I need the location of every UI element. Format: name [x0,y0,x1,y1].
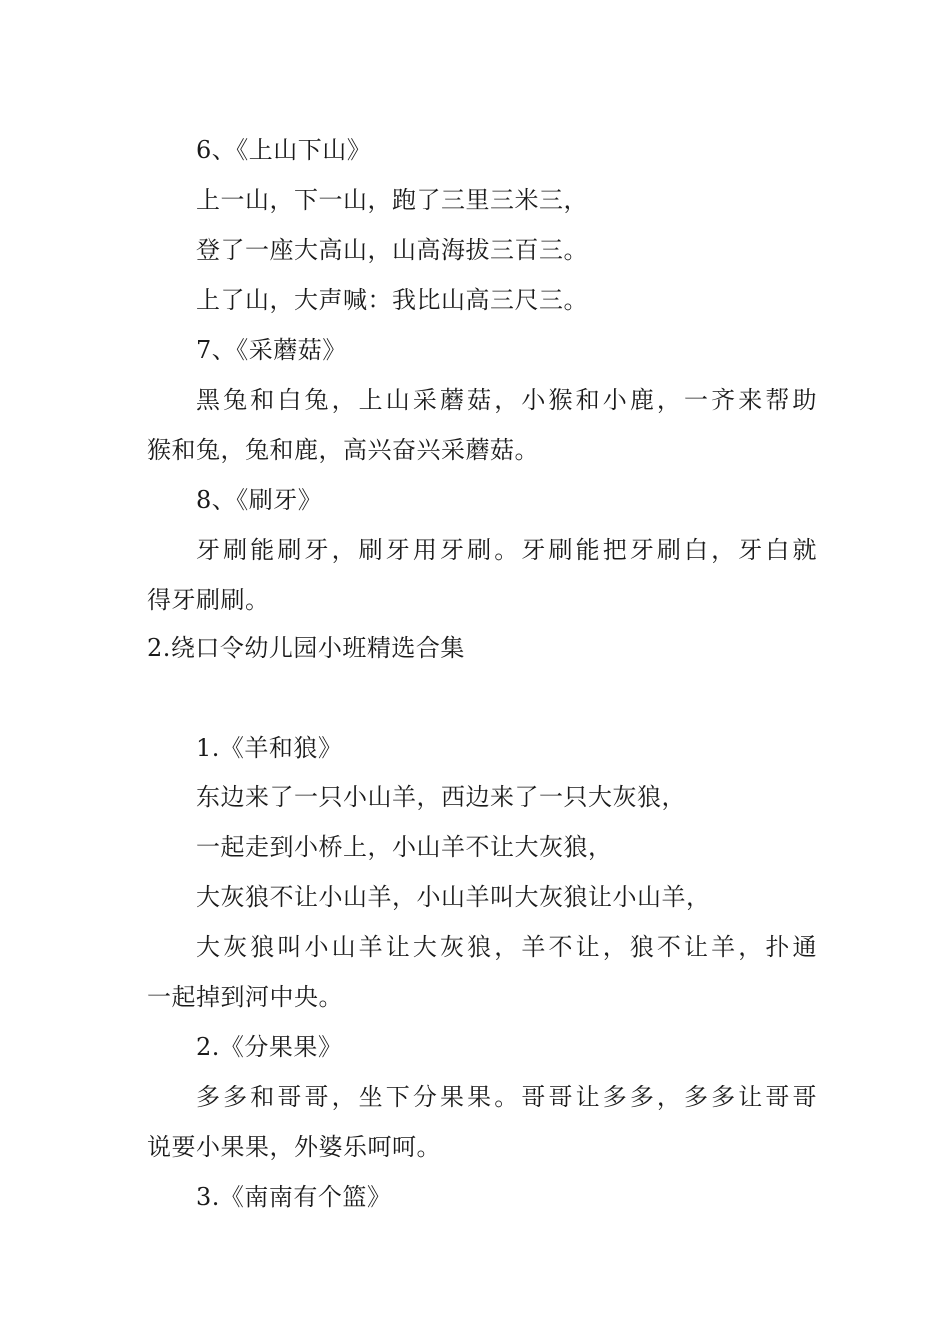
paragraph-line: 说要小果果，外婆乐呵呵。 [147,1133,441,1161]
paragraph-line: 东边来了一只小山羊，西边来了一只大灰狼， [196,783,686,811]
paragraph-line: 黑兔和白兔，上山采蘑菇，小猴和小鹿，一齐来帮助 [196,386,817,414]
paragraph-line: 一起走到小桥上，小山羊不让大灰狼， [196,833,613,861]
poem-title-8: 8、《刷牙》 [196,486,323,514]
section-heading: 2.绕口令幼儿园小班精选合集 [147,634,465,662]
poem-title-1: 1.《羊和狼》 [196,734,343,762]
paragraph-line: 得牙刷刷。 [147,586,270,614]
paragraph-line: 上一山，下一山，跑了三里三米三， [196,186,588,214]
poem-title-3: 3.《南南有个篮》 [196,1183,392,1211]
paragraph-line: 上了山，大声喊：我比山高三尺三。 [196,286,588,314]
paragraph-line: 登了一座大高山，山高海拔三百三。 [196,236,588,264]
paragraph-line: 大灰狼不让小山羊，小山羊叫大灰狼让小山羊， [196,883,711,911]
paragraph-line: 大灰狼叫小山羊让大灰狼，羊不让，狼不让羊，扑通 [196,933,817,961]
paragraph-line: 牙刷能刷牙，刷牙用牙刷。牙刷能把牙刷白，牙白就 [196,536,817,564]
paragraph-line: 多多和哥哥，坐下分果果。哥哥让多多，多多让哥哥 [196,1083,817,1111]
poem-title-7: 7、《采蘑菇》 [196,336,347,364]
paragraph-line: 一起掉到河中央。 [147,983,343,1011]
poem-title-2: 2.《分果果》 [196,1033,343,1061]
poem-title-6: 6、《上山下山》 [196,136,372,164]
paragraph-line: 猴和兔，兔和鹿，高兴奋兴采蘑菇。 [147,436,539,464]
